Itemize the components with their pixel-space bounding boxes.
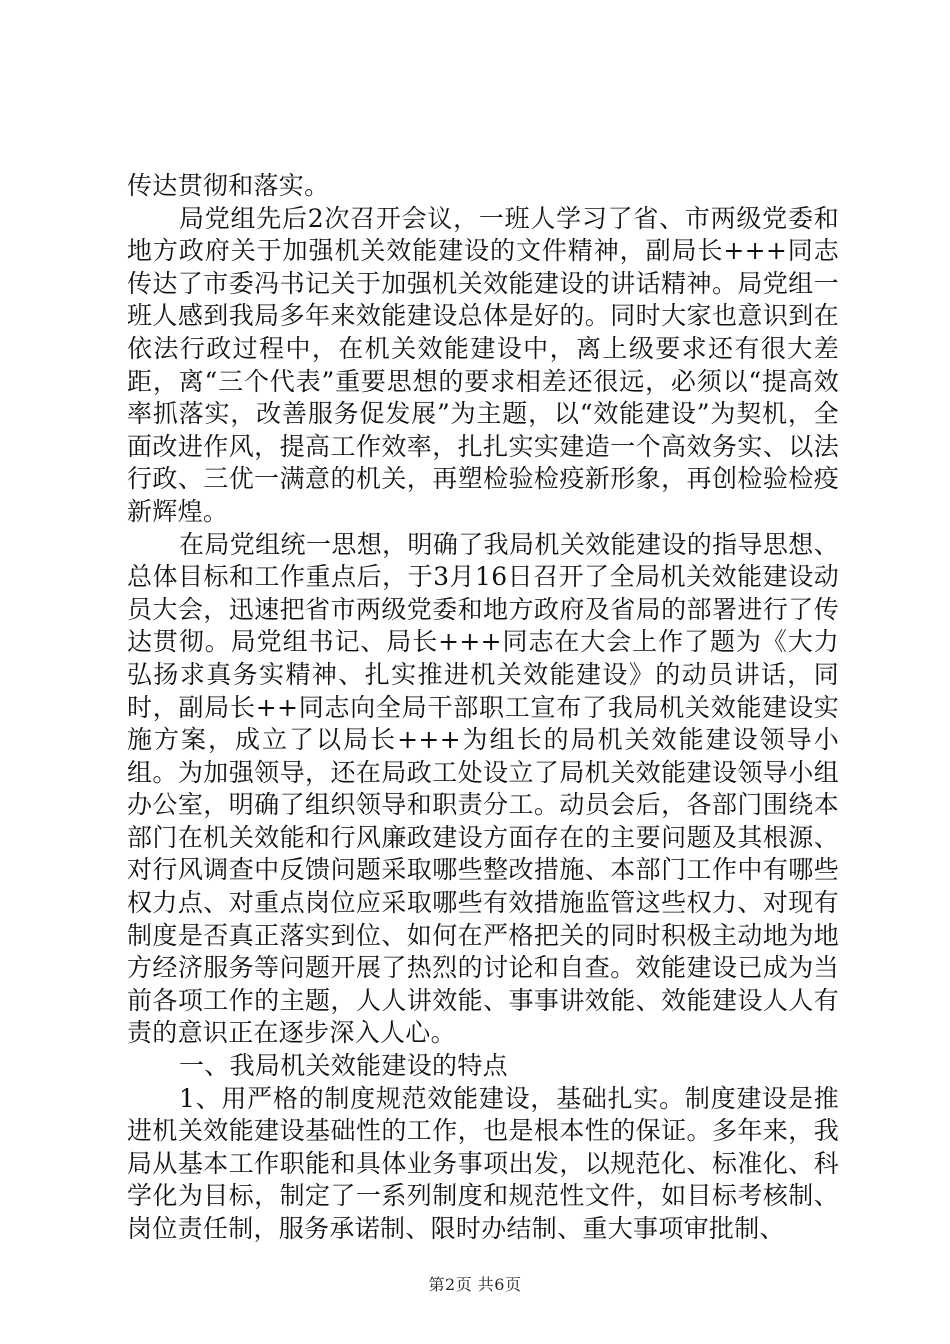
page-footer: 第2页 共6页 (428, 1275, 522, 1294)
document-body (127, 170, 839, 1246)
section-heading-features: 一、我局机关效能建设的特点 (179, 1051, 508, 1081)
paragraph-continuation: 传达贯彻和落实。 (127, 171, 330, 200)
paragraph-mobilization-meeting: 在局党组统一思想，明确了我局机关效能建设的指导思想、总体目标和工作重点后，于3月16日召开了全局机关效能建设动员大会，迅速把省市两级党委和地方政府及省局的部署进行了传达贯彻。局党组书记、局长+++同志在大会上作了题为《大力弘扬求真务实精神、扎实推进机关效能建设》的动员讲话，同时，副局长++同志向全局干部职工宣布了我局机关效能建设实施方案，成立了以局长+++为组长的局机关效能建设领导小组。为加强领导，还在局政工处设立了局机关效能建设领导小组办公室，明确了组织领导和职责分工。动员会后，各部门围绕本部门在机关效能和行风廉政建设方面存在的主要问题及其根源、对行风调查中反馈问题采取哪些整改措施、本部门工作中有哪些权力点、对重点岗位应采取哪些有效措施监管这些权力、对现有制度是否真正落实到位、如何在严格把关的同时积极主动地为地方经济服务等问题开展了热烈的讨论和自查。效能建设已成为当前各项工作的主题，人人讲效能、事事讲效能、效能建设人人有责的意识正在逐步深入人心。 (127, 529, 839, 1048)
paragraph-party-meeting: 局党组先后2次召开会议，一班人学习了省、市两级党委和地方政府关于加强机关效能建设的文件精神，副局长+++同志传达了市委冯书记关于加强机关效能建设的讲话精神。局党组一班人感到我局多年来效能建设总体是好的。同时大家也意识到在依法行政过程中，在机关效能建设中，离上级要求还有很大差距，离“三个代表”重要思想的要求相差还很远，必须以“提高效率抓落实，改善服务促发展”为主题，以“效能建设”为契机，全面改进作风，提高工作效率，扎扎实实建造一个高效务实、以法行政、三优一满意的机关，再塑检验检疫新形象，再创检验检疫新辉煌。 (127, 203, 839, 526)
paragraph-institution-building: 1、用严格的制度规范效能建设，基础扎实。制度建设是推进机关效能建设基础性的工作，也是根本性的保证。多年来，我局从基本工作职能和具体业务事项出发，以规范化、标准化、科学化为目标，制定了一系列制度和规范性文件，如目标考核制、岗位责任制，服务承诺制、限时办结制、重大事项审批制、 (127, 1083, 839, 1243)
